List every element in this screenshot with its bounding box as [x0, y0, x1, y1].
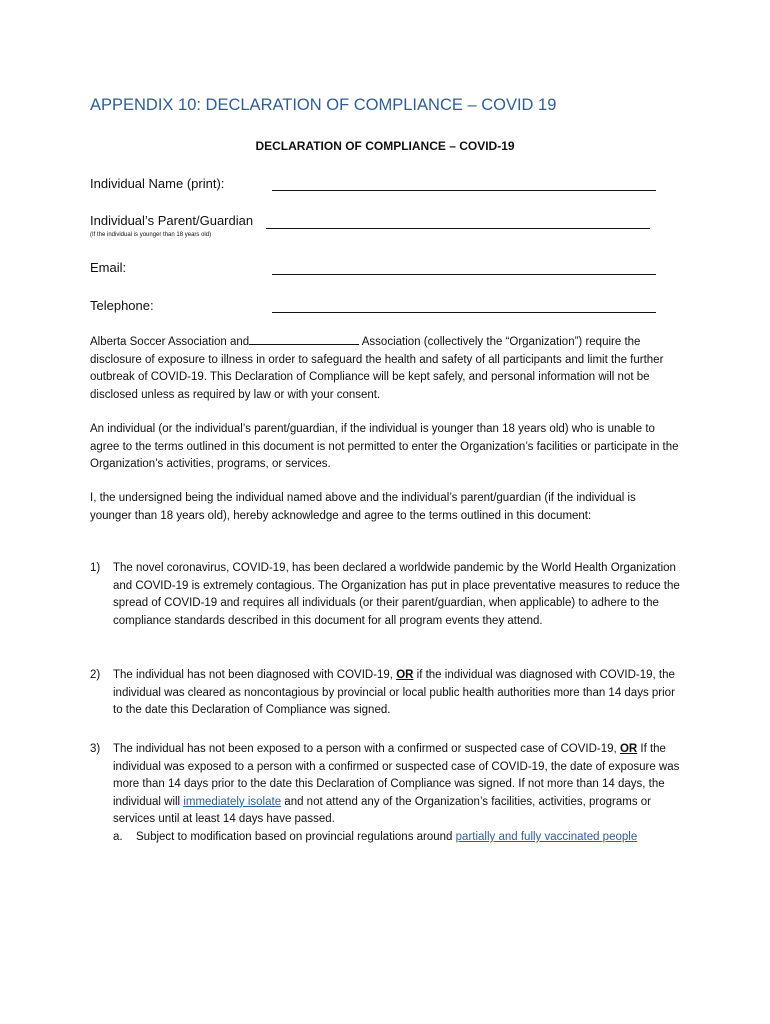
- immediately-isolate-link[interactable]: immediately isolate: [183, 795, 282, 808]
- vaccinated-people-link[interactable]: partially and fully vaccinated people: [455, 830, 638, 843]
- form-heading: DECLARATION OF COMPLIANCE – COVID-19: [255, 139, 515, 153]
- eligibility-paragraph: An individual (or the individual’s parent/guardian, if the individual is younger than 18 years old) who is unable to agree to the terms outlined in this document is not permitted to enter the Organization’s facilities or participate in the Organization’s activities, programs, or services.: [90, 423, 679, 471]
- association-name-blank[interactable]: [249, 334, 359, 345]
- list-item: [90, 560, 682, 630]
- list-item-text-end: if the individual was diagnosed with COVID-19, the individual was cleared as noncontagious by provincial or local public health authorities more than 14 days prior to the date this Declaration of Compliance was signed.: [113, 669, 675, 717]
- sub-list-item-text: Subject to modification based on provincial regulations around: [136, 830, 456, 843]
- list-item: [90, 741, 682, 847]
- list-item: [90, 667, 682, 720]
- name-field-label: Individual Name (print):: [90, 176, 225, 191]
- email-field[interactable]: [272, 274, 656, 275]
- list-item-text: The novel coronavirus, COVID-19, has been declared a worldwide pandemic by the World Health Organization and COVID-19 is extremely contagious. The Organization has put in place preventative measures to reduce the spread of COVID-19 and requires all individuals (or their parent/guardian, when applicable) to adhere to the compliance standards described in this document for all program events they attend.: [113, 562, 680, 627]
- telephone-field[interactable]: [272, 312, 656, 313]
- intro-paragraph: [90, 334, 680, 404]
- list-item-text-middle: If the individual was exposed to a person with a confirmed or suspected case of COVID-19, the date of exposure was more than 14 days prior to the date this Declaration of Compliance was signed. If not more than 14 days, the individual will: [113, 743, 680, 808]
- list-item-number: 3): [90, 743, 101, 755]
- email-field-label: Email:: [90, 260, 127, 275]
- list-item-text: [113, 667, 682, 720]
- list-item-text-start: The individual has not been exposed to a person with a confirmed or suspected case of COVID-19,: [113, 743, 620, 755]
- acknowledgement-paragraph: I, the undersigned being the individual named above and the individual’s parent/guardian (if the individual is younger than 18 years old), hereby acknowledge and agree to the terms outlined in this document:: [90, 492, 636, 522]
- or-emphasis: OR: [619, 743, 638, 755]
- list-item-text: [113, 741, 682, 829]
- list-item-number: 2): [90, 669, 101, 681]
- list-item-text-end: and not attend any of the Organization’s facilities, activities, programs or services until at least 14 days have passed.: [113, 795, 652, 826]
- guardian-age-note: (If the individual is younger than 18 years old): [90, 232, 212, 238]
- name-field[interactable]: [272, 190, 656, 191]
- guardian-field[interactable]: [266, 228, 650, 229]
- guardian-field-label: Individual’s Parent/Guardian: [90, 213, 254, 228]
- sub-list-item: [113, 829, 682, 847]
- sub-list-item-letter: a.: [113, 830, 123, 843]
- intro-text-rest: Association (collectively the “Organization”) require the disclosure of exposure to illness in order to safeguard the health and safety of all participants and limit the further outbreak of COVID-19. This Declaration of Compliance will be kept safely, and personal information will not be disclosed unless as required by law or with your consent.: [90, 336, 664, 401]
- list-item-number: 1): [90, 562, 101, 574]
- telephone-field-label: Telephone:: [90, 298, 154, 313]
- appendix-title: APPENDIX 10: DECLARATION OF COMPLIANCE – COVID 19: [90, 96, 557, 114]
- list-item-text-start: The individual has not been diagnosed with COVID-19,: [113, 669, 397, 681]
- or-emphasis: OR: [396, 669, 414, 681]
- intro-text-start: Alberta Soccer Association and: [90, 336, 250, 348]
